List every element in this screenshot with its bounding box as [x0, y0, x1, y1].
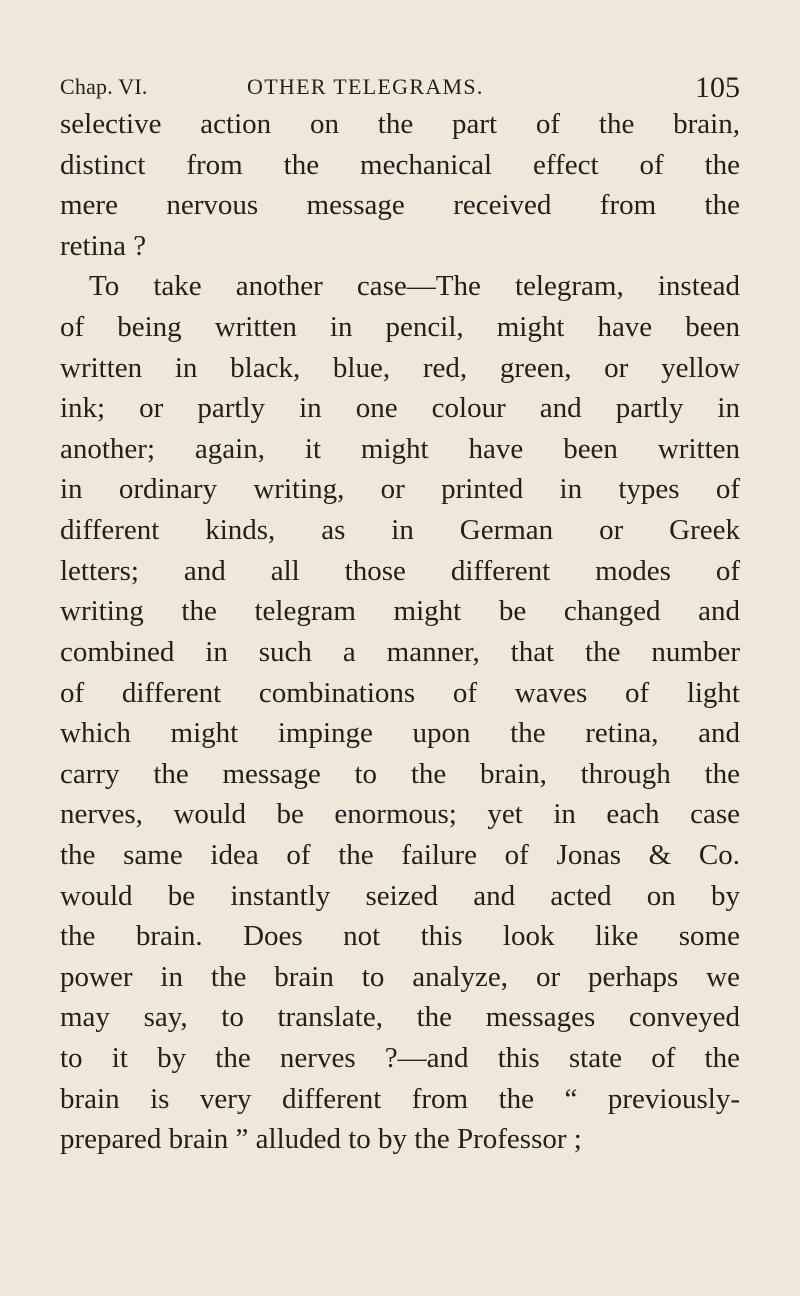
- text-line: the same idea of the failure of Jonas & Co.: [60, 838, 740, 871]
- body-text: [60, 104, 740, 1160]
- text-line: may say, to translate, the messages conveyed: [60, 1001, 740, 1034]
- text-line: letters; and all those different modes of: [60, 554, 740, 587]
- text-line: retina ?: [60, 229, 147, 262]
- text-line: distinct from the mechanical effect of the: [60, 148, 740, 181]
- text-line: to it by the nerves ?—and this state of the: [60, 1042, 740, 1075]
- text-line: prepared brain ” alluded to by the Professor ;: [60, 1123, 582, 1156]
- text-line: would be instantly seized and acted on by: [60, 879, 740, 912]
- text-line: another; again, it might have been written: [60, 432, 740, 465]
- text-line: selective action on the part of the brain,: [60, 108, 740, 140]
- text-line: in ordinary writing, or printed in types of: [60, 473, 740, 506]
- page-number: 105: [695, 71, 740, 104]
- text-line: written in black, blue, red, green, or yellow: [60, 351, 740, 384]
- text-line: of being written in pencil, might have been: [60, 311, 740, 344]
- text-line: nerves, would be enormous; yet in each case: [60, 798, 740, 831]
- text-line: combined in such a manner, that the number: [60, 635, 740, 668]
- text-line: different kinds, as in German or Greek: [60, 514, 740, 547]
- running-head: [60, 71, 740, 106]
- text-line: brain is very different from the “ previously-: [60, 1082, 740, 1115]
- text-line: which might impinge upon the retina, and: [60, 717, 740, 750]
- text-line: carry the message to the brain, through the: [60, 757, 740, 790]
- text-line: mere nervous message received from the: [60, 189, 740, 222]
- running-title: OTHER TELEGRAMS.: [247, 74, 484, 99]
- text-line: of different combinations of waves of light: [60, 676, 740, 709]
- text-line: the brain. Does not this look like some: [60, 920, 740, 953]
- text-line: power in the brain to analyze, or perhaps we: [60, 960, 740, 993]
- text-line: writing the telegram might be changed and: [60, 595, 740, 628]
- text-line: To take another case—The telegram, instead: [89, 270, 740, 303]
- chapter-label: Chap. VI.: [60, 74, 148, 99]
- text-line: ink; or partly in one colour and partly in: [60, 392, 740, 425]
